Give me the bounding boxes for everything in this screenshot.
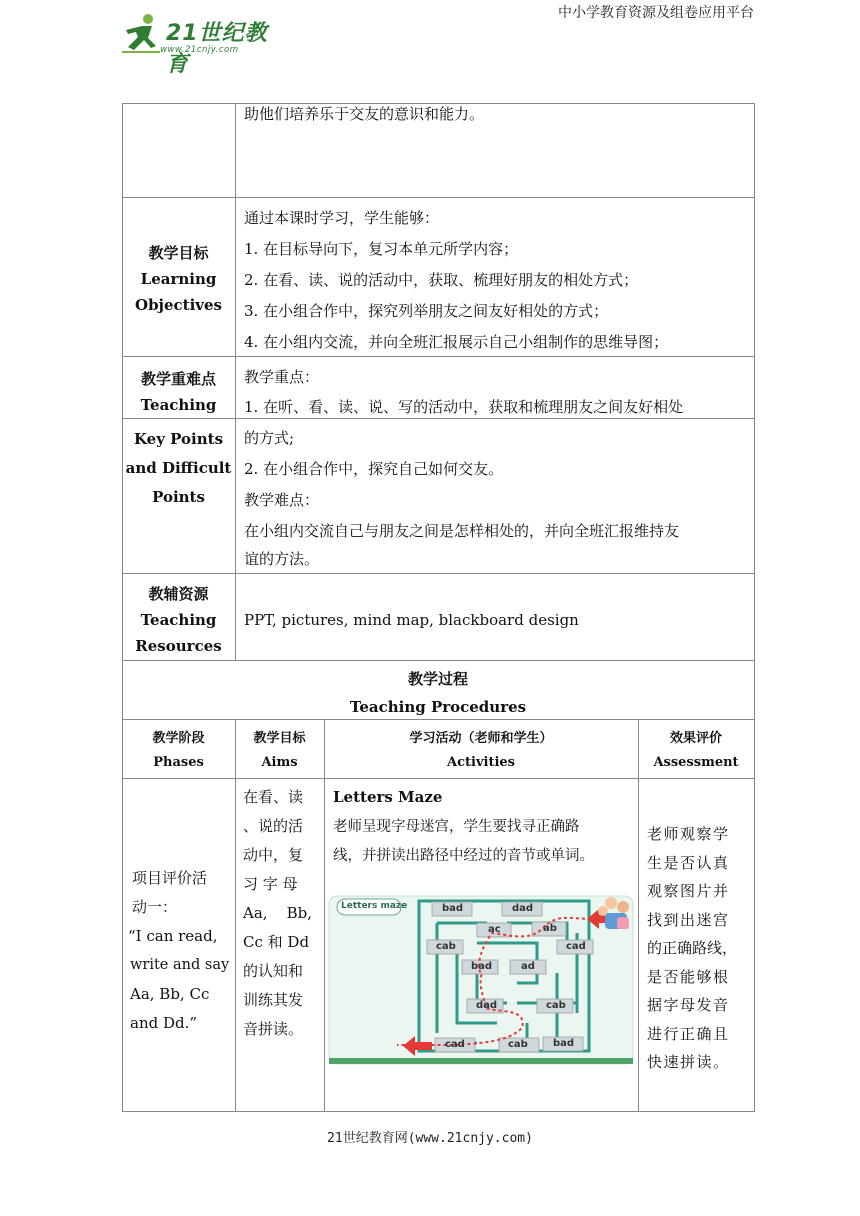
keypoints-label-en2: Key Points <box>133 430 224 448</box>
col-activities-cn: 学习活动（老师和学生） <box>409 731 553 746</box>
keypoints-label-cont <box>122 425 235 512</box>
keypoints-line6: 在小组内交流自己与朋友之间是怎样相处的，并向全班汇报维持友 <box>244 522 680 540</box>
objective-item-4: 4. 在小组内交流，并向全班汇报展示自己小组制作的思维导图； <box>244 333 669 351</box>
phase-line-3: “I can read, <box>128 927 218 945</box>
phase-line-4: write and say <box>130 957 230 973</box>
keypoints-label-en1: Teaching <box>140 396 217 414</box>
objectives-label-cn: 教学目标 <box>148 244 209 262</box>
phase-line-2: 动一： <box>132 898 178 916</box>
assessment-line: 找到出迷宫 <box>647 910 730 929</box>
col-aims-en: Aims <box>261 755 298 770</box>
aims-line: 音拼读。 <box>243 1020 304 1038</box>
col-phases-cn: 教学阶段 <box>152 731 205 746</box>
maze-label: cad <box>445 1039 465 1050</box>
aims-line: Aa, Bb, <box>243 904 313 922</box>
cont-text: 助他们培养乐于交友的意识和能力。 <box>244 105 485 123</box>
activity1-aims <box>243 783 321 1044</box>
keypoints-label-en3: and Difficult <box>125 459 232 477</box>
objectives-label <box>122 240 235 318</box>
aims-line: 动中，复 <box>243 846 304 864</box>
logo-text: 21世纪教育 <box>166 21 268 77</box>
col-assessment-cn: 效果评价 <box>669 731 722 746</box>
resources-label-cn: 教辅资源 <box>148 585 209 603</box>
assessment-line: 的正确路线， <box>647 939 738 957</box>
resources-content: PPT, pictures, mind map, blackboard design <box>244 611 579 629</box>
maze-label: ab <box>543 923 557 934</box>
keypoints-label-en4: Points <box>152 488 205 506</box>
keypoints-label <box>122 366 235 418</box>
col-header-activities <box>324 727 638 775</box>
aims-line: Cc 和 Dd <box>243 933 310 951</box>
procedures-title-cn: 教学过程 <box>407 670 468 688</box>
phase-line-5: Aa, Bb, Cc <box>130 985 210 1003</box>
resources-label <box>122 581 235 659</box>
maze-label: cad <box>566 941 586 952</box>
logo-url: www.21cnjy.com <box>160 45 239 55</box>
site-logo[interactable] <box>120 10 290 77</box>
objective-item-3: 3. 在小组合作中，探究列举朋友之间友好相处的方式； <box>244 302 609 320</box>
maze-label: bad <box>553 1038 575 1049</box>
aims-line: 的认知和 <box>243 962 304 980</box>
keypoints-label-cn: 教学重难点 <box>140 370 216 388</box>
keypoints-line2: 1. 在听、看、读、说、写的活动中，获取和梳理朋友之间友好相处 <box>244 398 684 416</box>
letters-maze-image <box>327 893 635 1066</box>
resources-label-en1: Teaching <box>140 611 217 629</box>
assessment-line: 老师观察学 <box>647 825 730 843</box>
col-assessment-en: Assessment <box>653 755 739 770</box>
procedures-title <box>122 665 754 721</box>
assessment-line: 观察图片并 <box>647 882 730 900</box>
activity1-title: Letters Maze <box>333 788 443 806</box>
maze-label: bad <box>471 961 493 972</box>
assessment-line: 进行正确且 <box>647 1024 730 1043</box>
assessment-line: 快速拼读。 <box>647 1053 730 1071</box>
col-header-assessment <box>638 727 754 775</box>
aims-line: 训练其发 <box>243 991 304 1009</box>
platform-name: 中小学教育资源及组卷应用平台 <box>558 5 754 21</box>
maze-label: cab <box>508 1039 528 1050</box>
maze-label: ad <box>521 961 535 972</box>
resources-label-en2: Resources <box>135 637 222 655</box>
procedures-title-en: Teaching Procedures <box>349 698 527 716</box>
activity1-desc-1: 老师呈现字母迷宫，学生要找寻正确路 <box>333 819 580 835</box>
maze-label: dad <box>476 1000 498 1011</box>
activity1-desc-2: 线，并拼读出路径中经过的音节或单词。 <box>333 848 594 864</box>
keypoints-line5: 教学难点： <box>244 491 320 509</box>
keypoints-line1: 教学重点： <box>244 368 320 386</box>
col-header-phases <box>122 727 235 775</box>
phase-line-6: and Dd.” <box>130 1014 198 1032</box>
maze-labels <box>327 893 635 1066</box>
col-phases-en: Phases <box>153 755 204 770</box>
assessment-line: 生是否认真 <box>647 853 730 872</box>
assessment-line: 是否能够根 <box>647 967 730 986</box>
col-activities-en: Activities <box>447 755 515 770</box>
maze-label: dad <box>512 903 534 914</box>
maze-label: cab <box>436 941 456 952</box>
aims-line: 在看、读 <box>243 788 304 806</box>
aims-line: 、说的活 <box>243 817 304 835</box>
col-header-aims <box>235 727 324 775</box>
maze-title: Letters maze <box>341 901 408 911</box>
assessment-line: 据字母发音 <box>647 996 730 1014</box>
objectives-label-en1: Learning <box>140 270 217 288</box>
activity1-phase <box>128 864 232 1038</box>
footer-text[interactable]: 21世纪教育网(www.21cnjy.com) <box>327 1131 533 1146</box>
phase-line-1: 项目评价活 <box>132 869 208 887</box>
objectives-intro: 通过本课时学习，学生能够： <box>244 209 440 227</box>
objectives-label-en2: Objectives <box>135 296 222 314</box>
maze-label: ac <box>488 924 501 935</box>
activity1-assessment <box>647 820 747 1077</box>
keypoints-line7: 谊的方法。 <box>244 550 320 568</box>
maze-label: bad <box>442 903 464 914</box>
col-aims-cn: 教学目标 <box>253 731 306 746</box>
objective-item-2: 2. 在看、读、说的活动中，获取、梳理好朋友的相处方式； <box>244 271 639 289</box>
maze-label: cab <box>546 1000 566 1011</box>
keypoints-line4: 2. 在小组合作中，探究自己如何交友。 <box>244 460 504 478</box>
objective-item-1: 1. 在目标导向下，复习本单元所学内容； <box>244 240 519 258</box>
aims-line: 习 字 母 <box>243 875 298 893</box>
keypoints-line3: 的方式; <box>244 429 295 447</box>
